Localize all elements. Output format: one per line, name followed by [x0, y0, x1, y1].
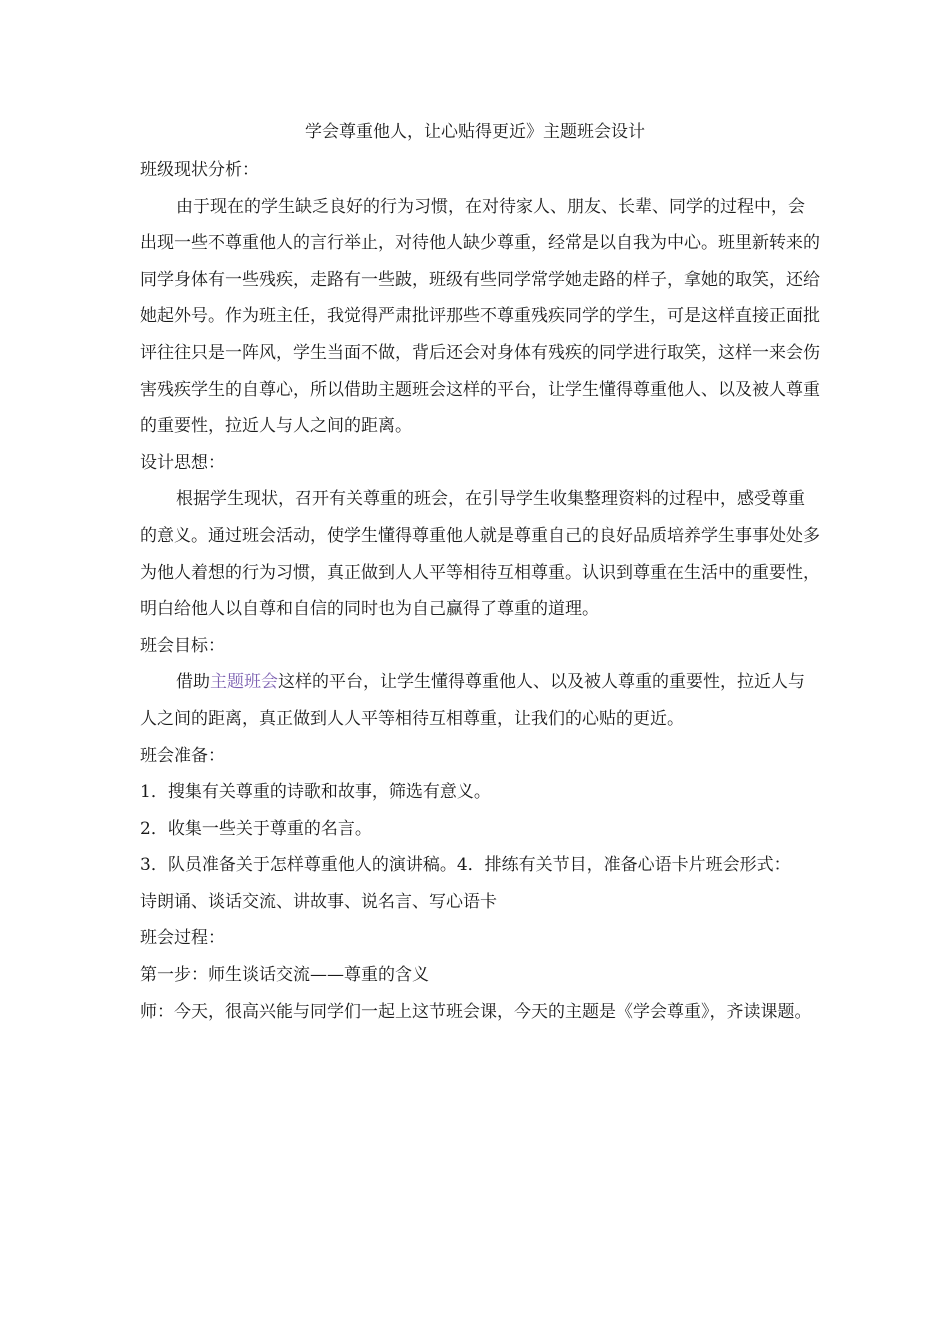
goal-rest: 这样的平台，让学生懂得尊重他人、以及被人尊重的重要性，拉近人与人之间的距离，真正做到人人平等相待互相尊重，让我们的心贴的更近。 [140, 672, 805, 729]
meeting-forms: 诗朗诵、谈话交流、讲故事、说名言、写心语卡 [140, 891, 497, 912]
teacher-line: 师：今天，很高兴能与同学们一起上这节班会课，今天的主题是《学会尊重》，齐读课题。 [140, 1001, 812, 1022]
prep-item-2: 2．收集一些关于尊重的名言。 [140, 818, 372, 839]
section-heading-prep: 班会准备： [140, 745, 225, 766]
document-body [140, 152, 820, 1030]
document-title: 学会尊重他人，让心贴得更近》主题班会设计 [305, 122, 645, 142]
section-heading-process: 班会过程： [140, 928, 225, 949]
section-heading-design: 设计思想： [140, 452, 225, 473]
prep-item-1: 1．搜集有关尊重的诗歌和故事，筛选有意义。 [140, 782, 491, 803]
section-heading-analysis: 班级现状分析： [140, 160, 259, 180]
section-heading-goal: 班会目标： [140, 635, 225, 656]
paragraph-analysis: 由于现在的学生缺乏良好的行为习惯，在对待家人、朋友、长辈、同学的过程中，会出现一些不尊重他人的言行举止，对待他人缺少尊重，经常是以自我为中心。班里新转来的同学身体有一些残疾，走路有一些跛，班级有些同学常学她走路的样子，拿她的取笑，还给她起外号。作为班主任，我觉得严肃批评那些不尊重残疾同学的学生，可是这样直接正面批评往往只是一阵风，学生当面不做，背后还会对身体有残疾的同学进行取笑，这样一来会伤害残疾学生的自尊心，所以借助主题班会这样的平台，让学生懂得尊重他人、以及被人尊重的重要性，拉近人与人之间的距离。 [140, 196, 820, 437]
goal-prefix: 借助 [176, 672, 210, 693]
theme-meeting-link[interactable]: 主题班会 [210, 672, 278, 693]
paragraph-goal [140, 664, 820, 737]
paragraph-design: 根据学生现状，召开有关尊重的班会，在引导学生收集整理资料的过程中，感受尊重的意义。通过班会活动，使学生懂得尊重他人就是尊重自己的良好品质培养学生事事处处多为他人着想的行为习惯，真正做到人人平等相待互相尊重。认识到尊重在生活中的重要性，明白给他人以自尊和自信的同时也为自己赢得了尊重的道理。 [140, 489, 820, 620]
prep-item-3: 3．队员准备关于怎样尊重他人的演讲稿。4．排练有关节目，准备心语卡片班会形式： [140, 855, 791, 876]
process-step-1: 第一步：师生谈话交流——尊重的含义 [140, 965, 429, 986]
